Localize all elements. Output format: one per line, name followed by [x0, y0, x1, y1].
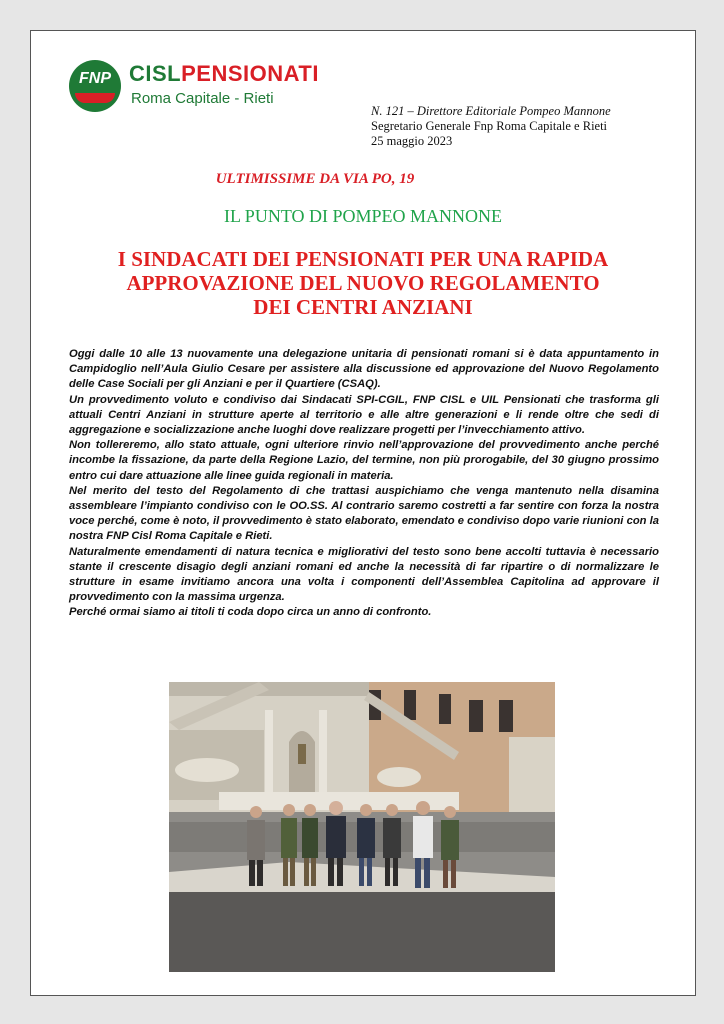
issue-number: N. 121 – Direttore Editoriale Pompeo Mannone [371, 104, 611, 118]
article-headline [61, 247, 665, 319]
kicker-title [31, 171, 695, 188]
logo-name-cisl: CISL [129, 61, 182, 86]
logo-name-pensionati: PENSIONATI [181, 61, 319, 86]
swoosh-shape [75, 93, 115, 103]
logo-name [129, 61, 319, 87]
headline-line-2: APPROVAZIONE DEL NUOVO REGOLAMENTO [126, 271, 600, 295]
paragraph-3: Non tollereremo, allo stato attuale, ogni ulteriore rinvio nell’approvazione del provvedimento anche perché incombe la fissazione, da parte della Regione Lazio, del termine, non più prorogabile, del 30 giugno prossimo entro cui dare attuazione alle linee guida regionali in materia. [69, 439, 659, 482]
section-title: IL PUNTO DI POMPEO MANNONE [223, 206, 502, 226]
cisl-pensionati-logo [69, 59, 325, 115]
issue-date: 25 maggio 2023 [371, 134, 453, 148]
paragraph-5: Naturalmente emendamenti di natura tecnica e migliorativi del testo sono bene accolti tuttavia è necessario stante il crescente disagio degli anziani romani ed anche la necessità di far ripartire o di normalizzare le strutture in esame invitiamo ancora una volta i componenti dell’Assemblea Capitolina ad approvare il provvedimento con la massima urgenza. [69, 545, 659, 604]
newsletter-page [30, 30, 696, 996]
paragraph-2: Un provvedimento voluto e condiviso dai Sindacati SPI-CGIL, FNP CISL e UIL Pensionati che trasforma gli attuali Centri Anziani in strutture aperte al territorio e alle altre generazioni e li rende oltre che sedi di aggregazione e socializzazione anche luoghi dove realizzare progetti per l’invecchiamento attivo. [69, 393, 659, 437]
article-body [69, 347, 659, 621]
paragraph-6: Perché ormai siamo ai titoli ti coda dopo circa un anno di confronto. [69, 606, 432, 619]
paragraph-1: Oggi dalle 10 alle 13 nuovamente una delegazione unitaria di pensionati romani si è data appuntamento in Campidoglio nell’Aula Giulio Cesare per assistere alla discussione ed approvazione del Nuovo Regolamento delle Case Sociali per gli Anziani e per il Quartiere (CSAQ). [69, 348, 659, 391]
kicker-text: ULTIMISSIME DA VIA PO, 19 [215, 171, 415, 187]
group-photo [169, 682, 555, 972]
fnp-badge-icon [69, 60, 121, 112]
badge-text: FNP [79, 70, 111, 87]
author-role: Segretario Generale Fnp Roma Capitale e Rieti [371, 119, 608, 133]
logo-subtitle: Roma Capitale - Rieti [131, 90, 274, 107]
headline-line-1: I SINDACATI DEI PENSIONATI PER UNA RAPIDA [117, 247, 609, 271]
headline-line-3: DEI CENTRI ANZIANI [253, 295, 473, 319]
issue-meta [371, 104, 611, 149]
paragraph-4: Nel merito del testo del Regolamento di che trattasi auspichiamo che venga mantenuto nella disamina assembleare l’impianto condiviso con le OO.SS. Al contrario saremo costretti a far sentire con forza la nostra voce perché, come è noto, il provvedimento è stato elaborato, emendato e condiviso dopo varie riunioni con la nostra FNP Cisl Roma Capitale e Rieti. [69, 484, 659, 543]
